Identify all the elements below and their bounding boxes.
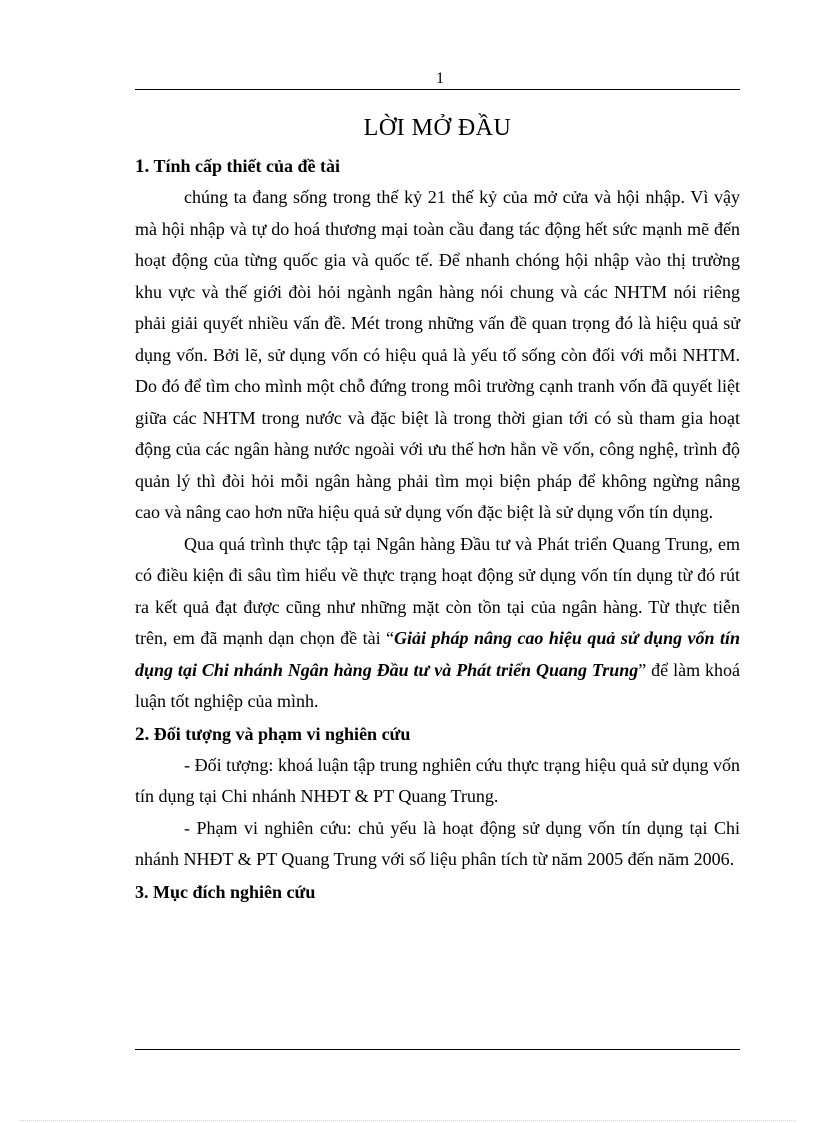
section-1-heading (135, 150, 740, 182)
section-3-title: Mục đích nghiên cứu (153, 881, 316, 902)
section-2-title: Đối tượng và phạm vi nghiên cứu (153, 723, 411, 744)
section-3-number: 3. (135, 881, 149, 902)
section-2-number: 2. (135, 723, 150, 745)
section-1-number: 1. (135, 156, 150, 177)
page-number: 1 (436, 70, 444, 87)
header-rule (135, 89, 740, 90)
page-edge-divider (20, 1120, 796, 1121)
footer-rule (135, 1049, 740, 1050)
section-1-title: Tính cấp thiết của đề tài (153, 156, 340, 176)
thesis-topic: Giải pháp nâng cao hiệu quả sử dụng vốn tín dụng tại Chi nhánh Ngân hàng Đầu tư và Phát triển Quang Trung (135, 628, 741, 680)
paragraph-2-intro: Qua quá trình thực tập tại Ngân hàng Đầu tư và Phát triển Quang Trung, em có điều kiện đi sâu tìm hiểu về thực trạng hoạt động sử dụng vốn tín dụng từ đó rút ra kết quả đạt được cũng như những mặt còn tồn tại của ngân hàng. Từ thực tiễn trên, em đã mạnh dạn chọn đề tài “ (135, 533, 740, 648)
section-1-paragraph-2 (135, 529, 740, 718)
section-1-paragraph-1: chúng ta đang sống trong thế kỷ 21 thế kỷ của mở cửa và hội nhập. Vì vậy mà hội nhập và tự do hoá thương mại toàn cầu đang tác động hết sức mạnh mẽ đến hoạt động của từng quốc gia và quốc tế. Để nhanh chóng hội nhập vào thị trường khu vực và thế giới đòi hỏi ngành ngân hàng nói chung và các NHTM nói riêng phải giải quyết nhiều vấn đề. Mét trong những vấn đề quan trọng đó là hiệu quả sử dụng vốn. Bởi lẽ, sử dụng vốn có hiệu quả là yếu tố sống còn đối với mỗi NHTM. Do đó để tìm cho mình một chỗ đứng trong môi trường cạnh tranh vốn đã quyết liệt giữa các NHTM trong nước và đặc biệt là trong thời gian tới có sù tham gia hoạt động của các ngân hàng nước ngoài với ưu thế hơn hẳn về vốn, công nghệ, trình độ quản lý thì đòi hỏi mỗi ngân hàng phải tìm mọi biện pháp để không ngừng nâng cao và nâng cao hơn nữa hiệu quả sử dụng vốn đặc biệt là sử dụng vốn tín dụng. (135, 187, 740, 522)
research-object: - Đối tượng: khoá luận tập trung nghiên cứu thực trạng hiệu quả sử dụng vốn tín dụng tại Chi nhánh NHĐT & PT Quang Trung. (135, 754, 740, 806)
document-title: LỜI MỞ ĐẦU (363, 115, 512, 141)
paragraph-2-ending: ” để làm khoá luận tốt nghiệp của mình. (135, 659, 740, 711)
document-body (135, 108, 740, 908)
research-scope: - Phạm vi nghiên cứu: chủ yếu là hoạt động sử dụng vốn tín dụng tại Chi nhánh NHĐT & PT Quang Trung với số liệu phân tích từ năm 2005 đến năm 2006. (135, 817, 740, 869)
section-2-heading (135, 718, 740, 750)
section-3-heading (135, 876, 740, 908)
